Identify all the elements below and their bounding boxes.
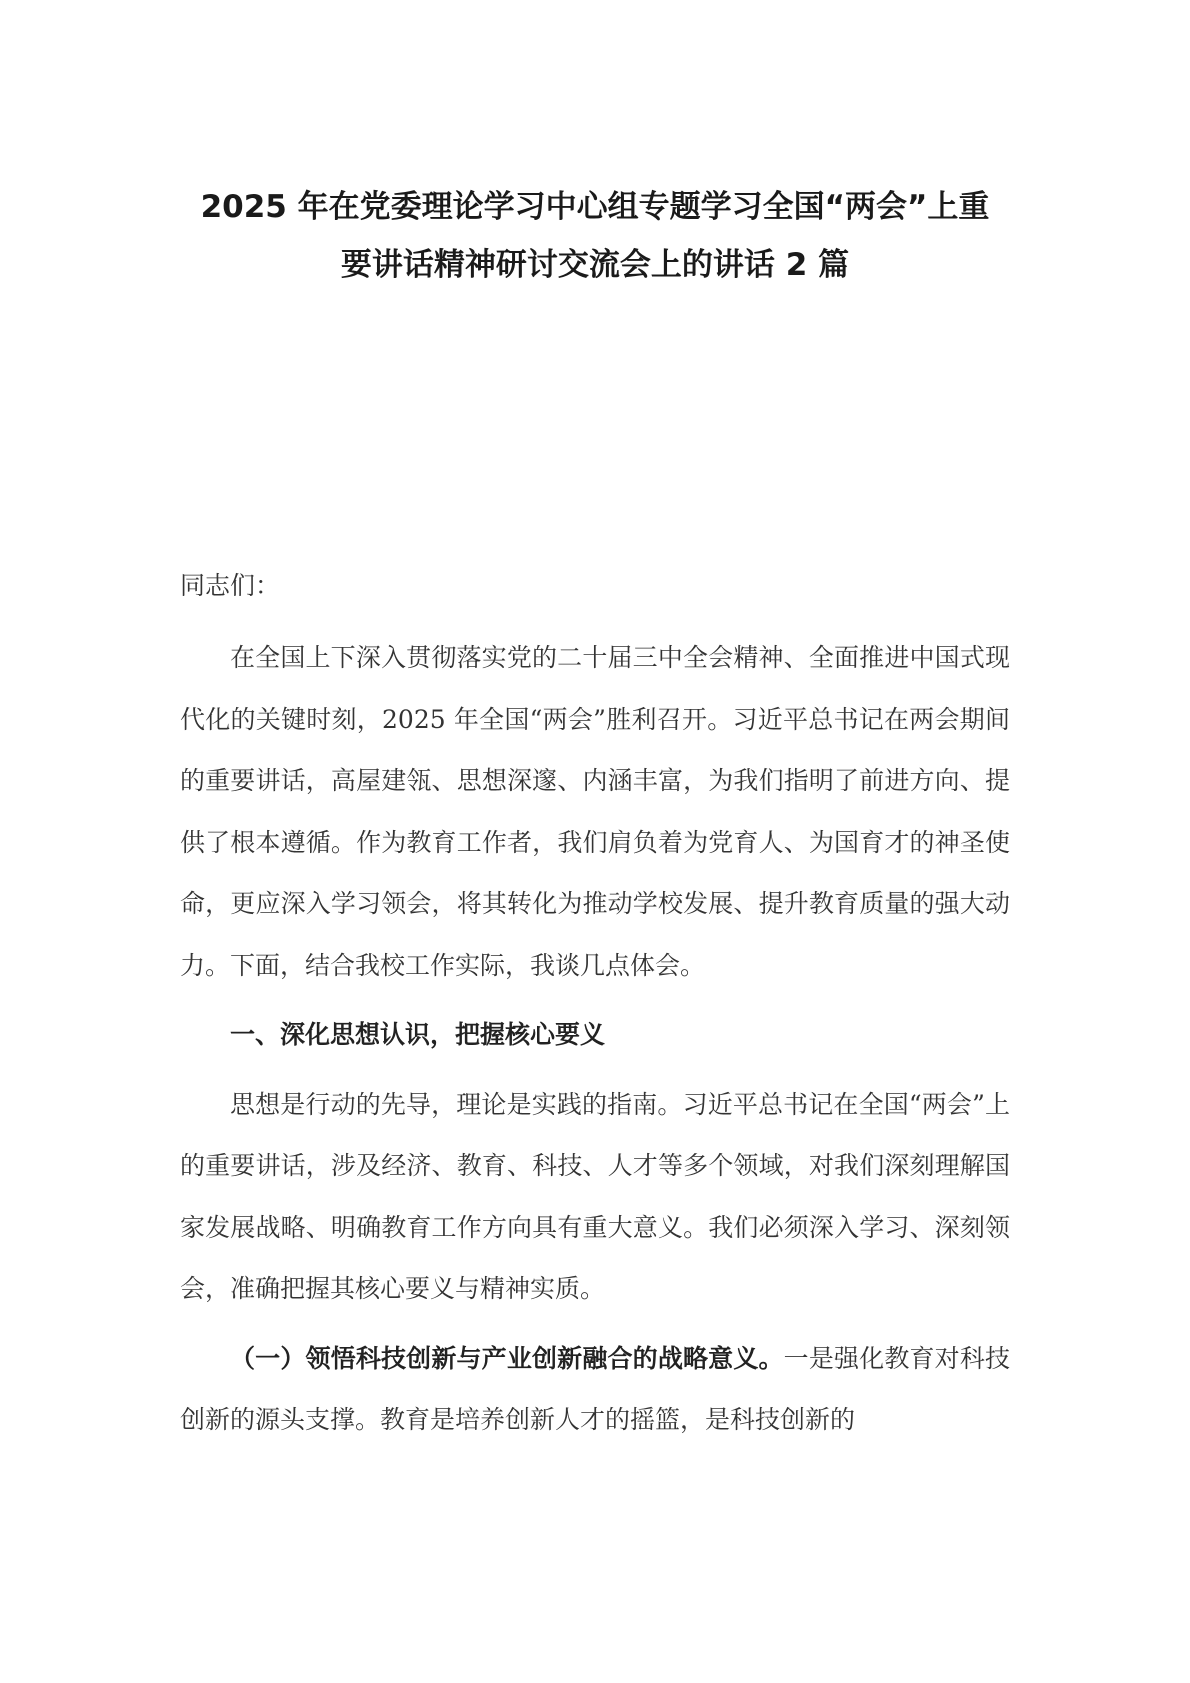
document-body <box>180 555 1010 1459</box>
title-line-1: 2025 年在党委理论学习中心组专题学习全国“两会”上重 <box>200 189 990 225</box>
title-line-2: 要讲话精神研讨交流会上的讲话 2 篇 <box>340 247 850 283</box>
intro-paragraph: 在全国上下深入贯彻落实党的二十届三中全会精神、全面推进中国式现代化的关键时刻，2025 年全国“两会”胜利召开。习近平总书记在两会期间的重要讲话，高屋建瓴、思想深邃、内涵丰富，为我们指明了前进方向、提供了根本遵循。作为教育工作者，我们肩负着为党育人、为国育才的神圣使命，更应深入学习领会，将其转化为推动学校发展、提升教育质量的强大动力。下面，结合我校工作实际，我谈几点体会。 <box>180 643 1010 980</box>
section-heading-1: 一、深化思想认识，把握核心要义 <box>230 1020 606 1049</box>
subsection-1-lead: （一）领悟科技创新与产业创新融合的战略意义。 <box>230 1343 784 1373</box>
subsection-1-paragraph <box>180 1328 1010 1451</box>
subsection-1-text: 一是强化教育对科技创新的源头支撑。教育是培养创新人才的摇篮，是科技创新的 <box>180 1343 1010 1434</box>
document-title <box>180 178 1010 294</box>
section-1-paragraph: 思想是行动的先导，理论是实践的指南。习近平总书记在全国“两会”上的重要讲话，涉及经济、教育、科技、人才等多个领域，对我们深刻理解国家发展战略、明确教育工作方向具有重大意义。我们必须深入学习、深刻领会，准确把握其核心要义与精神实质。 <box>180 1089 1010 1303</box>
salutation: 同志们： <box>180 571 281 600</box>
